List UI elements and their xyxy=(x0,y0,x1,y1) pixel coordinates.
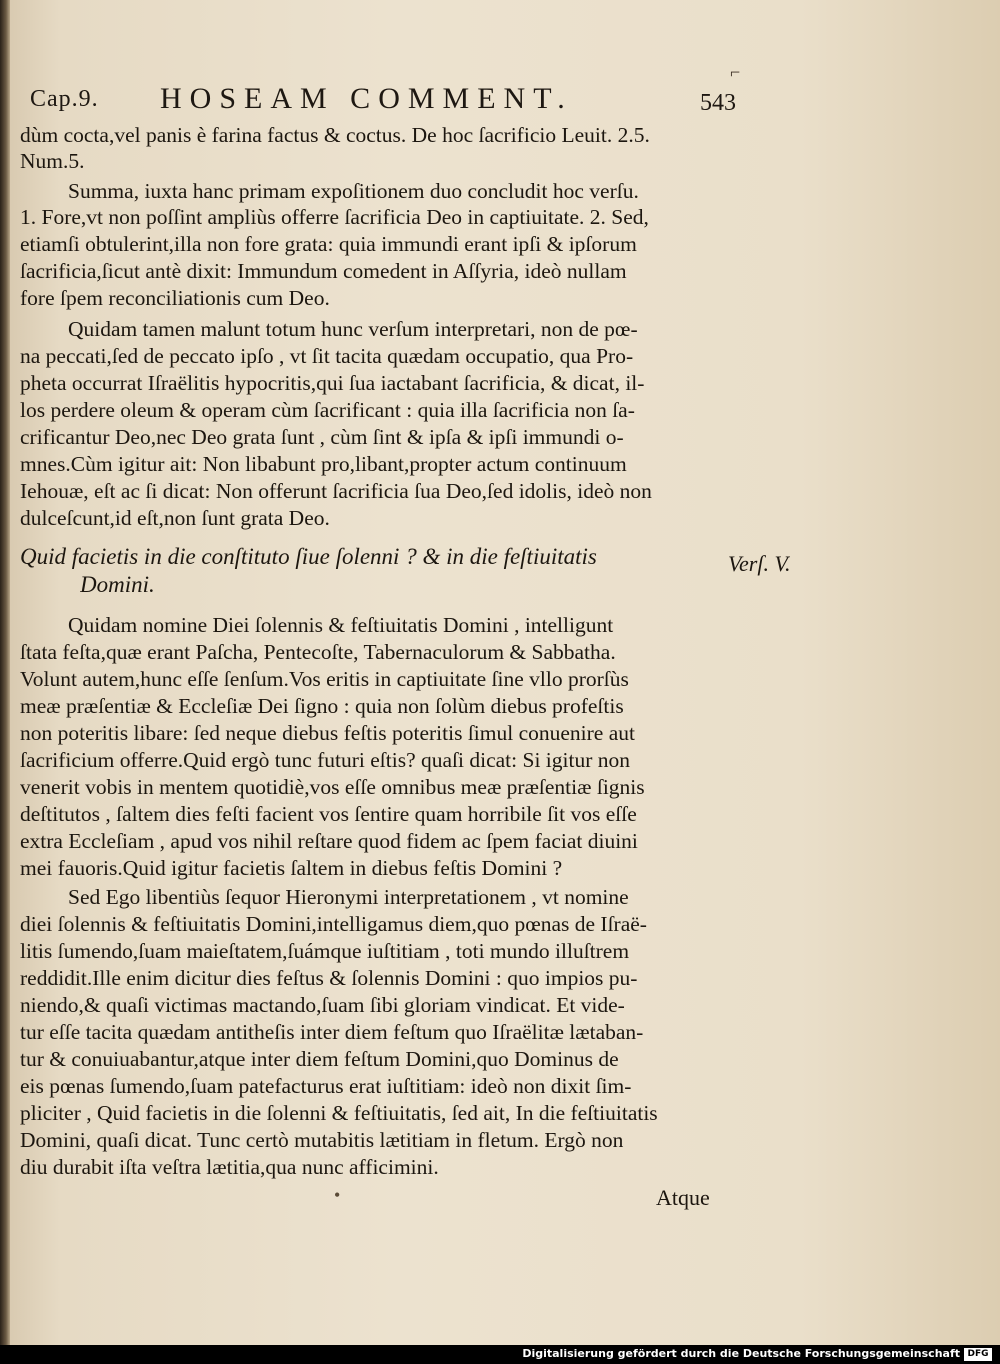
text-line: niendo,& quaſi victimas mactando,ſuam ſibi gloriam vindicat. Et vide- xyxy=(20,993,625,1017)
text-line: dùm cocta,vel panis è farina factus & coctus. De hoc ſacrificio Leuit. 2.5. xyxy=(20,123,650,147)
text-line: Sed Ego libentiùs ſequor Hieronymi interpretationem , vt nomine xyxy=(68,885,629,909)
margin-note: Verſ. V. xyxy=(728,551,791,576)
catchword: Atque xyxy=(656,1185,710,1210)
text-line: tur & conuiuabantur,atque inter diem feſtum Domini,quo Dominus de xyxy=(20,1047,619,1071)
text-line: crificantur Deo,nec Deo grata ſunt , cùm ſint & ipſa & ipſi immundi o- xyxy=(20,425,624,449)
verse-heading: Quid facietis in die conſtituto ſiue ſolenni ? & in die feſtiuitatis xyxy=(20,544,597,569)
text-line: tur eſſe tacita quædam antitheſis inter diem feſtum quo Iſraëlitæ lætaban- xyxy=(20,1020,644,1044)
text-line: pheta occurrat Iſraëlitis hypocritis,qui ſua iactabant ſacrificia, & dicat, il- xyxy=(20,371,645,395)
text-line: diei ſolennis & feſtiuitatis Domini,intelligamus diem,quo pœnas de Iſraë- xyxy=(20,912,647,936)
dfg-logo: DFG xyxy=(964,1348,992,1361)
text-line: ſtata feſta,quæ erant Paſcha, Pentecoſte, Tabernaculorum & Sabbatha. xyxy=(20,640,616,664)
funding-credit: Digitalisierung gefördert durch die Deutsche Forschungsgemeinschaft xyxy=(522,1347,960,1360)
text-line: eis pœnas ſumendo,ſuam patefacturus erat iuſtitiam: ideò non dixit ſim- xyxy=(20,1074,632,1098)
text-line: Quidam tamen malunt totum hunc verſum interpretari, non de pœ- xyxy=(68,317,638,341)
text-line: Quidam nomine Diei ſolennis & feſtiuitatis Domini , intelligunt xyxy=(68,613,614,637)
ink-mark: ⌐ xyxy=(730,62,741,82)
text-line: Summa, iuxta hanc primam expoſitionem duo concludit hoc verſu. xyxy=(68,179,639,203)
text-line: meæ præſentiæ & Eccleſiæ Dei ſigno : quia non ſolùm diebus profeſtis xyxy=(20,694,624,718)
chapter-label: Cap.9. xyxy=(30,86,99,112)
text-line: Domini, quaſi dicat. Tunc certò mutabitis lætitiam in fletum. Ergò non xyxy=(20,1128,624,1152)
text-line: los perdere oleum & operam cùm ſacrificant : quia illa ſacrificia non ſa- xyxy=(20,398,635,422)
text-line: ſacrificium offerre.Quid ergò tunc futuri eſtis? quaſi dicat: Si igitur non xyxy=(20,748,630,772)
text-line: litis ſumendo,ſuam maieſtatem,ſuámque iuſtitiam , toti mundo illuſtrem xyxy=(20,939,630,963)
running-header xyxy=(30,82,730,122)
text-line: deſtitutos , ſaltem dies feſti facient vos ſentire quam horribile ſit vos eſſe xyxy=(20,802,637,826)
text-line: etiamſi obtulerint,illa non fore grata: quia immundi erant ipſi & ipſorum xyxy=(20,232,637,256)
text-line: reddidit.Ille enim dicitur dies feſtus & ſolennis Domini : quo impios pu- xyxy=(20,966,638,990)
text-line: Iehouæ, eſt ac ſi dicat: Non offerunt ſacrificia ſua Deo,ſed idolis, ideò non xyxy=(20,479,652,503)
digitization-footer xyxy=(0,1345,1000,1364)
book-gutter xyxy=(0,0,10,1345)
text-line: diu durabit iſta veſtra lætitia,qua nunc afficimini. xyxy=(20,1155,439,1179)
text-line: mei fauoris.Quid igitur facietis ſaltem in diebus feſtis Domini ? xyxy=(20,856,563,880)
text-line: Volunt autem,hunc eſſe ſenſum.Vos eritis in captiuitate ſine vllo prorſùs xyxy=(20,667,629,691)
text-line: extra Eccleſiam , apud vos nihil reſtare quod fidem ac ſpem faciat diuini xyxy=(20,829,638,853)
text-line: ſacrificia,ſicut antè dixit: Immundum comedent in Aſſyria, ideò nullam xyxy=(20,259,627,283)
text-line: Num.5. xyxy=(20,149,85,173)
running-title: HOSEAM COMMENT. xyxy=(160,82,573,115)
text-line: mnes.Cùm igitur ait: Non libabunt pro,libant,propter actum continuum xyxy=(20,452,627,476)
text-line: fore ſpem reconciliationis cum Deo. xyxy=(20,286,330,310)
page-number: 543 xyxy=(700,90,736,116)
ink-speck: • xyxy=(334,1185,341,1205)
verse-heading: Domini. xyxy=(80,572,155,597)
text-line: 1. Fore,vt non poſſint ampliùs offerre ſacrificia Deo in captiuitate. 2. Sed, xyxy=(20,205,649,229)
text-line: dulceſcunt,id eſt,non ſunt grata Deo. xyxy=(20,506,330,530)
text-line: non poteritis libare: ſed neque diebus feſtis poteritis ſimul conuenire aut xyxy=(20,721,635,745)
text-line: venerit vobis in mentem quotidiè,vos eſſe omnibus meæ præſentiæ ſignis xyxy=(20,775,645,799)
text-line: pliciter , Quid facietis in die ſolenni & feſtiuitatis, ſed ait, In die feſtiuitatis xyxy=(20,1101,658,1125)
text-line: na peccati,ſed de peccato ipſo , vt ſit tacita quædam occupatio, qua Pro- xyxy=(20,344,634,368)
